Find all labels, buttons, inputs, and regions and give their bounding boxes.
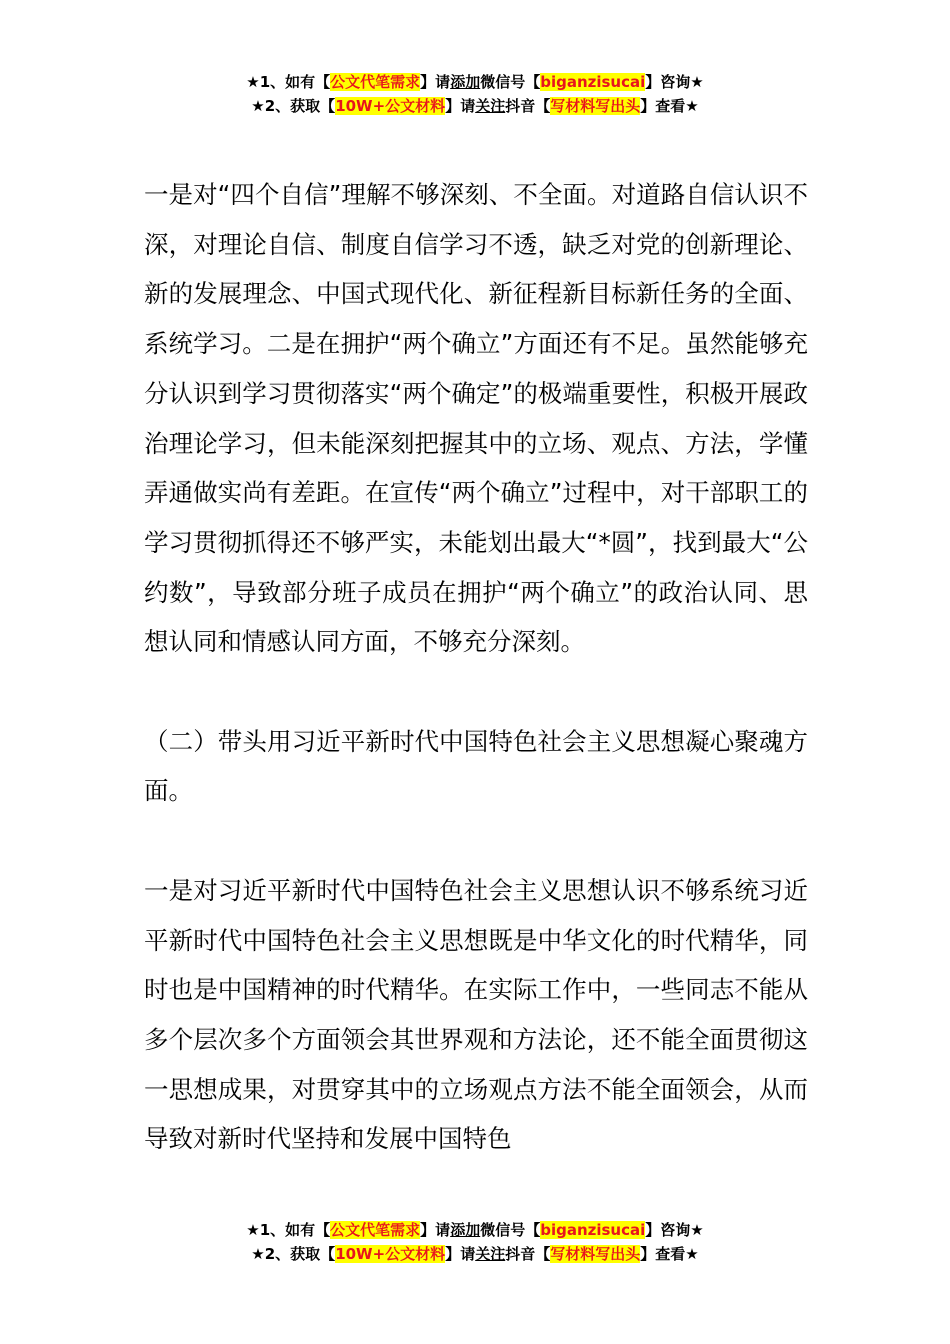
banner-line-2 bbox=[0, 1242, 950, 1266]
banner-text: 】查看★ bbox=[640, 97, 699, 115]
paragraph: 一是对“四个自信”理解不够深刻、不全面。对道路自信认识不深，对理论自信、制度自信学习不透，缺乏对党的创新理论、新的发展理念、中国式现代化、新征程新目标新任务的全面、系统学习。二是在拥护“两个确立”方面还有不足。虽然能够充分认识到学习贯彻落实“两个确定”的极端重要性，积极开展政治理论学习，但未能深刻把握其中的立场、观点、方法，学懂弄通做实尚有差距。在宣传“两个确立”过程中，对干部职工的学习贯彻抓得还不够严实，未能划出最大“*圆”，找到最大“公约数”，导致部分班子成员在拥护“两个确立”的政治认同、思想认同和情感认同方面，不够充分深刻。 bbox=[144, 180, 808, 657]
banner-underline: 关注 bbox=[475, 1245, 506, 1263]
banner-highlight: biganzisucai bbox=[540, 73, 646, 91]
banner-line-2 bbox=[0, 94, 950, 118]
banner-highlight: biganzisucai bbox=[540, 1221, 646, 1239]
banner-line-1 bbox=[0, 1218, 950, 1242]
banner-text: 抖音【 bbox=[505, 97, 551, 115]
banner-line-1 bbox=[0, 70, 950, 94]
banner-text: 】咨询★ bbox=[645, 1221, 704, 1239]
footer-banner bbox=[0, 1218, 950, 1266]
header-banner bbox=[0, 70, 950, 118]
banner-text: ★1、如有【 bbox=[246, 73, 331, 91]
banner-text: 】请 bbox=[445, 97, 476, 115]
banner-text: 微信号【 bbox=[480, 73, 541, 91]
document-body bbox=[144, 170, 808, 1164]
banner-text: 】请 bbox=[420, 1221, 451, 1239]
section-heading: （二）带头用习近平新时代中国特色社会主义思想凝心聚魂方面。 bbox=[144, 726, 808, 806]
banner-highlight: 写材料写出头 bbox=[550, 97, 641, 115]
paragraph-gap bbox=[144, 816, 808, 866]
banner-underline: 添加 bbox=[450, 1221, 481, 1239]
banner-highlight: 公文代笔需求 bbox=[330, 73, 421, 91]
banner-highlight: 写材料写出头 bbox=[550, 1245, 641, 1263]
banner-underline: 添加 bbox=[450, 73, 481, 91]
banner-text: ★2、获取【 bbox=[251, 1245, 336, 1263]
banner-text: 】咨询★ bbox=[645, 73, 704, 91]
banner-highlight: 10W+公文材料 bbox=[335, 97, 446, 115]
banner-text: 抖音【 bbox=[505, 1245, 551, 1263]
banner-text: 】请 bbox=[445, 1245, 476, 1263]
paragraph-gap bbox=[144, 667, 808, 717]
banner-text: 】查看★ bbox=[640, 1245, 699, 1263]
banner-text: 】请 bbox=[420, 73, 451, 91]
banner-highlight: 10W+公文材料 bbox=[335, 1245, 446, 1263]
paragraph: 一是对习近平新时代中国特色社会主义思想认识不够系统习近平新时代中国特色社会主义思想既是中华文化的时代精华，同时也是中国精神的时代精华。在实际工作中，一些同志不能从多个层次多个方面领会其世界观和方法论，还不能全面贯彻这一思想成果，对贯穿其中的立场观点方法不能全面领会，从而导致对新时代坚持和发展中国特色 bbox=[144, 875, 808, 1154]
banner-text: 微信号【 bbox=[480, 1221, 541, 1239]
banner-text: ★2、获取【 bbox=[251, 97, 336, 115]
banner-text: ★1、如有【 bbox=[246, 1221, 331, 1239]
banner-highlight: 公文代笔需求 bbox=[330, 1221, 421, 1239]
banner-underline: 关注 bbox=[475, 97, 506, 115]
